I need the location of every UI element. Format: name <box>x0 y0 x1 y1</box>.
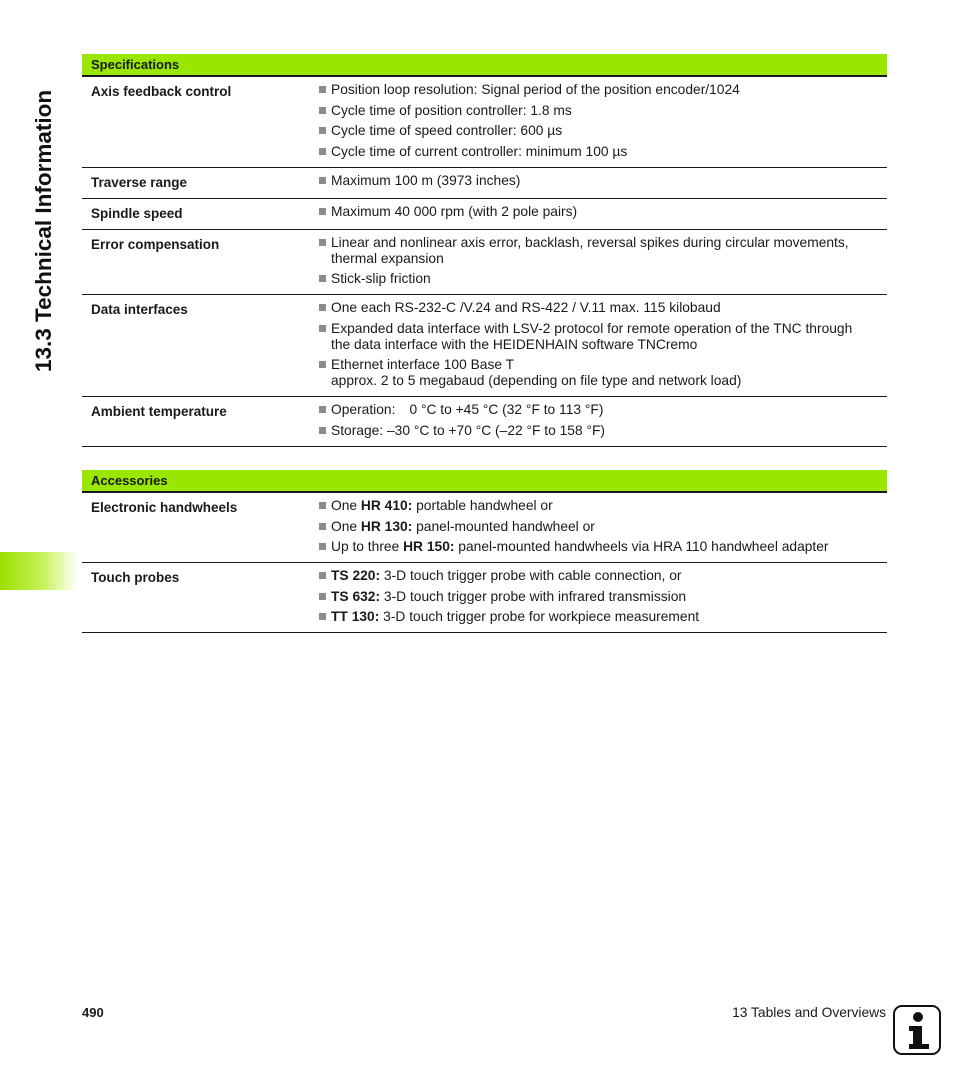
list-item: Storage: –30 °C to +70 °C (–22 °F to 158 °F) <box>318 423 887 439</box>
table-row <box>82 168 887 199</box>
list-item <box>318 609 887 625</box>
table-row <box>82 493 887 563</box>
row-items <box>318 300 887 389</box>
item-model: TT 130: <box>331 609 380 624</box>
list-item: Maximum 40 000 rpm (with 2 pole pairs) <box>318 204 887 220</box>
item-text: One <box>331 518 361 534</box>
item-text: panel-mounted handwheels via HRA 110 handwheel adapter <box>454 539 829 554</box>
row-items <box>318 173 887 191</box>
list-item <box>318 402 887 418</box>
item-text: 3-D touch trigger probe with infrared transmission <box>380 588 687 604</box>
row-label: Traverse range <box>91 174 188 190</box>
list-item: Cycle time of current controller: minimum 100 µs <box>318 144 887 160</box>
item-model: TS 632: <box>331 588 381 604</box>
row-items <box>318 498 887 555</box>
row-items <box>318 402 887 439</box>
table-row <box>82 563 887 633</box>
list-item <box>318 589 887 605</box>
list-item: Position loop resolution: Signal period of the position encoder/1024 <box>318 82 887 98</box>
specifications-header: Specifications <box>82 54 887 77</box>
item-model: HR 150: <box>403 539 455 554</box>
item-line: Ethernet interface 100 Base T <box>331 357 515 372</box>
page-number: 490 <box>82 1005 104 1020</box>
list-item <box>318 519 887 535</box>
table-row <box>82 397 887 447</box>
list-item: One each RS-232-C /V.24 and RS-422 / V.11 max. 115 kilobaud <box>318 300 887 316</box>
table-row <box>82 230 887 296</box>
item-text: portable handwheel or <box>412 498 553 513</box>
info-icon-stem <box>909 1026 923 1050</box>
item-text: 3-D touch trigger probe for workpiece measurement <box>379 609 700 624</box>
item-line: Linear and nonlinear axis error, backlash, reversal spikes during circular movements, <box>331 234 849 250</box>
list-item: Cycle time of speed controller: 600 µs <box>318 123 887 139</box>
accessories-header: Accessories <box>82 470 887 493</box>
row-label: Spindle speed <box>91 205 183 221</box>
chapter-tab-marker <box>0 552 78 590</box>
info-icon <box>893 1005 941 1055</box>
item-line: thermal expansion <box>331 250 444 266</box>
table-row <box>82 199 887 230</box>
operation-label: Operation: <box>331 402 396 417</box>
list-item <box>318 357 887 389</box>
chapter-side-title-text: 13.3 Technical Information <box>31 89 56 372</box>
row-items <box>318 568 887 625</box>
list-item <box>318 498 887 514</box>
table-row <box>82 77 887 168</box>
chapter-side-title <box>22 52 66 372</box>
chapter-name: 13 Tables and Overviews <box>732 1005 886 1020</box>
list-item <box>318 235 887 267</box>
item-text: Up to three <box>331 539 404 554</box>
item-text: One <box>331 498 361 513</box>
row-label: Axis feedback control <box>91 84 232 99</box>
row-label: Error compensation <box>91 236 220 252</box>
list-item <box>318 539 887 555</box>
row-label: Electronic handwheels <box>91 500 238 515</box>
list-item <box>318 321 887 353</box>
table-row <box>82 295 887 397</box>
item-line: approx. 2 to 5 megabaud (depending on file type and network load) <box>331 373 742 388</box>
operation-value: 0 °C to +45 °C (32 °F to 113 °F) <box>409 402 604 417</box>
list-item <box>318 568 887 584</box>
item-model: HR 410: <box>360 498 413 513</box>
row-items <box>318 204 887 222</box>
list-item: Cycle time of position controller: 1.8 ms <box>318 103 887 119</box>
list-item: Maximum 100 m (3973 inches) <box>318 173 887 189</box>
specifications-table <box>82 54 887 447</box>
info-icon-dot <box>913 1012 923 1022</box>
item-text: 3-D touch trigger probe with cable connection, or <box>380 568 682 583</box>
row-label: Data interfaces <box>91 302 188 317</box>
item-model: TS 220: <box>331 568 381 583</box>
item-model: HR 130: <box>360 518 413 534</box>
row-items <box>318 82 887 160</box>
item-line: Expanded data interface with LSV-2 protocol for remote operation of the TNC through <box>331 320 853 336</box>
item-text: panel-mounted handwheel or <box>412 518 595 534</box>
row-label: Touch probes <box>91 570 180 585</box>
row-label: Ambient temperature <box>91 404 227 419</box>
accessories-table <box>82 470 887 633</box>
row-items <box>318 235 887 288</box>
list-item: Stick-slip friction <box>318 271 887 287</box>
item-line: the data interface with the HEIDENHAIN software TNCremo <box>331 336 698 352</box>
